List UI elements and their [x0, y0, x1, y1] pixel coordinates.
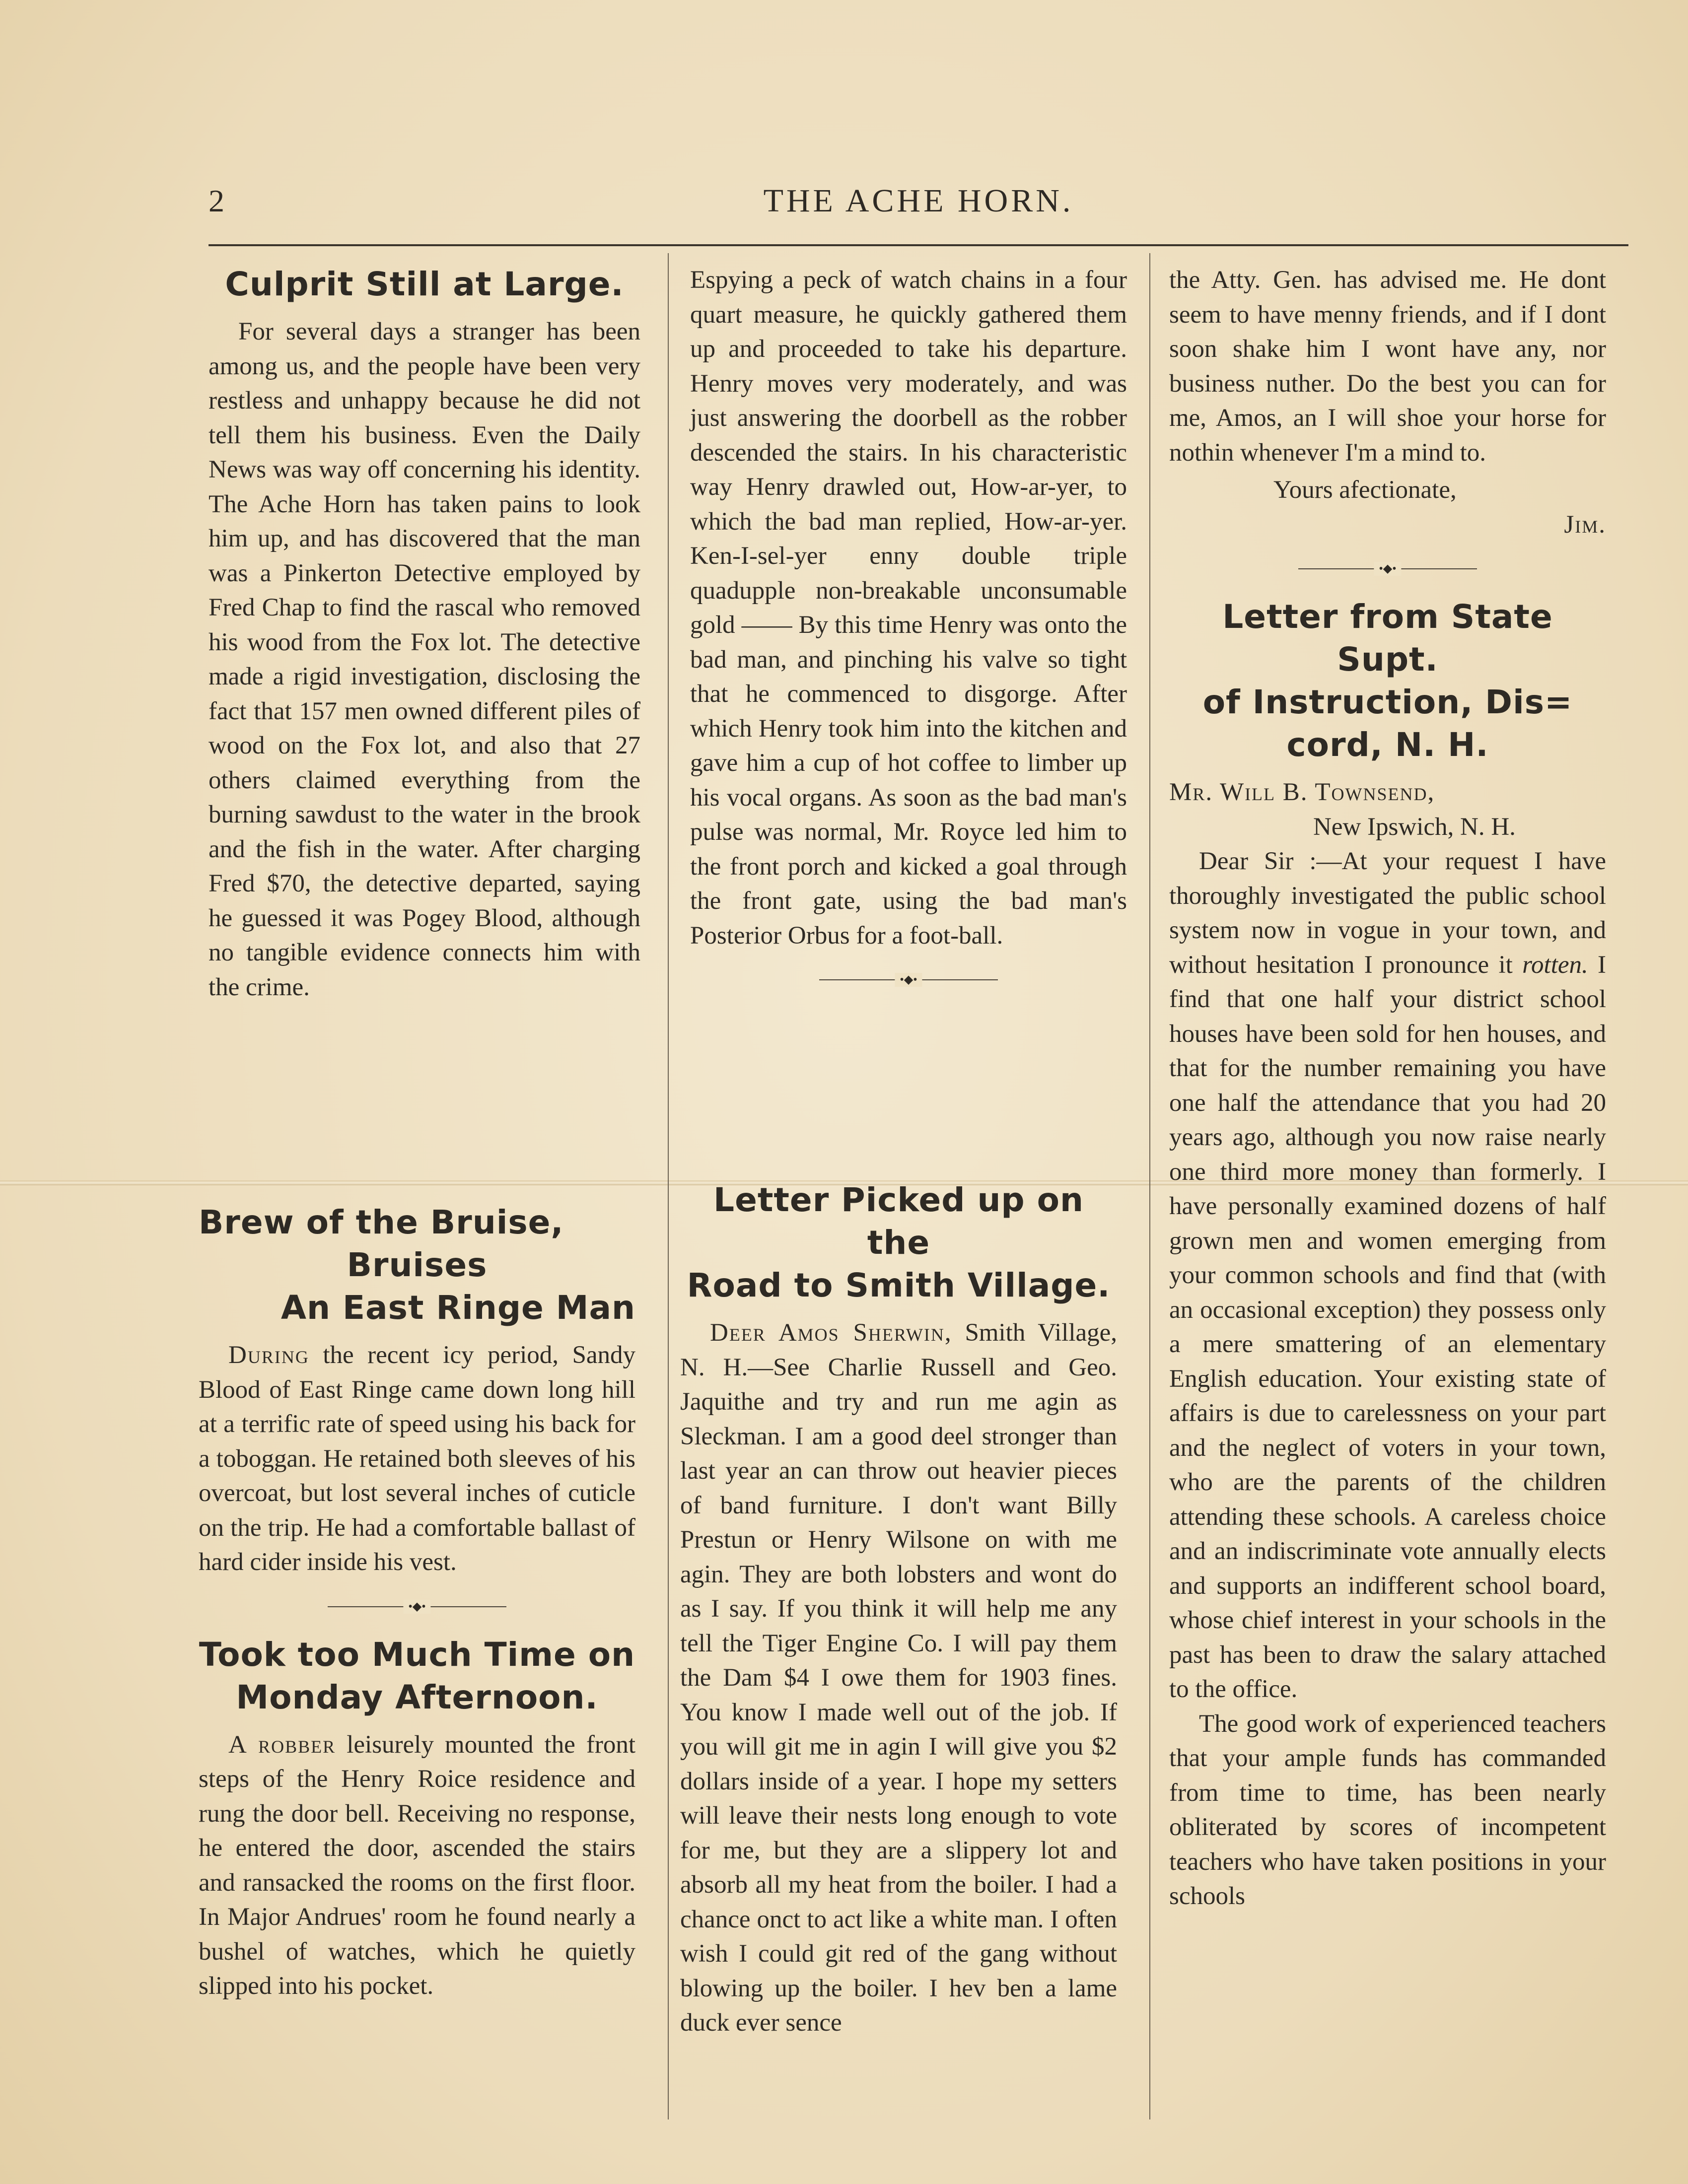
article-letter-smith-village-body: Deer Amos Sherwin, Smith Village, N. H.—See Charlie Russell and Geo. Jaquithe and try and run me agin as Sleckman. I am a good deel stronger than last year an can throw out heavier pieces of band furniture. I don't want Billy Prestun or Henry Wilsone on with me agin. They are both lobsters and wont do as I say. If you think it will help me any tell the Tiger Engine Co. I will pay them the Dam $4 I owe them for 1903 fines. You know I made well out of the job. If you will git me in agin I will give you $2 dollars inside of a year. I hope my setters will leave their nests long enough to vote for me, but they are a slippery lot and absorb all my heat from the boiler. I had a chance onct to act like a white man. I often wish I could git red of the gang without blowing up the boiler. I hev ben a lame duck ever sence — [680, 1319, 1118, 2037]
article-robber-body: A robber leisurely mounted the front steps of the Henry Roice residence and rung the door bell. Receiving no response, he entered the door, ascended the stairs and ransacked the rooms on the first floor. In Major Andrues' room he found nearly a bushel of watches, which he quietly slipped into his pocket. — [199, 1730, 636, 2000]
letter-address: New Ipswich, N. H. — [1313, 813, 1516, 841]
letter-closing: Yours afectionate, — [1273, 476, 1457, 504]
letter-supt-body-2: The good work of experienced teachers that your ample funds has commanded from time to time, has been nearly obliterated by scores of incompetent teachers who have taken positions in your schools — [1169, 1709, 1606, 1910]
column-3-top — [1169, 263, 1606, 1914]
headline-letter-picked-up: Letter Picked up on the Road to Smith Village. — [687, 1181, 1111, 1304]
column-1-top — [209, 263, 640, 1005]
letter-signature: Jim. — [1564, 510, 1606, 539]
headline-took-too-much-time: Took too Much Time on Monday Afternoon. — [199, 1635, 635, 1716]
column-2-bottom — [680, 1179, 1117, 2041]
section-separator: •◆• — [819, 975, 998, 985]
headline-culprit: Culprit Still at Large. — [225, 265, 624, 303]
article-brew-body: During the recent icy period, Sandy Blood of East Ringe came down long hill at a terrific rate of speed using his back for a toboggan. He retained both sleeves of his overcoat, but lost several inches of cuticle on the trip. He had a comfortable ballast of hard cider inside his vest. — [199, 1341, 636, 1576]
page-header — [209, 176, 1628, 236]
column-divider-2 — [1149, 253, 1150, 2119]
letter-supt-body: Dear Sir :—At your request I have thoroughly investigated the public school system now in vogue in your town, and without hesitation I pronounce it rotten. I find that one half your district school houses have been sold for hen houses, and that for the number remaining you have one half the attendance that you had 20 years ago, although you now raise nearly one third more money than formerly. I have personally examined dozens of half grown men and women emerging from your common schools and find that (with an occasional exception) they possess only a mere smattering of an elementary English education. Your existing state of affairs is due to carelessness on your part and the neglect of voters in your town, who are the parents of the children attending these schools. A careless choice and an indiscriminate vote annually elects and supports an indifferent school board, whose chief interest in your schools in the past has been to draw the salary attached to the office. — [1169, 847, 1607, 1703]
column-1-bottom — [199, 1201, 635, 2004]
column-divider-1 — [668, 253, 669, 2119]
headline-brew-of-the-bruise: Brew of the Bruise, Bruises An East Ringe Man — [199, 1203, 635, 1327]
column-2-top — [690, 263, 1127, 1007]
masthead-title: THE ACHE HORN. — [763, 183, 1074, 219]
article-culprit-body: For several days a stranger has been among us, and the people have been very restless and unhappy because he did not tell them his business. Even the Daily News was way off concerning his identity. The Ache Horn has taken pains to look him up, and has discovered that the man was a Pinkerton Detective employed by Fred Chap to find the rascal who removed his wood from the Fox lot. The detective made a rigid investigation, disclosing the fact that 157 men owned different piles of wood on the Fox lot, and also that 27 others claimed everything from the burning sawdust to the water in the brook and the fish in the water. After charging Fred $70, the detective departed, saying he guessed it was Pogey Blood, although no tangible evidence connects him with the crime. — [209, 318, 640, 1001]
section-separator: •◆• — [1298, 564, 1477, 574]
letter-addressee: Mr. Will B. Townsend, — [1169, 778, 1435, 806]
header-rule — [209, 244, 1628, 246]
section-separator: •◆• — [328, 1602, 506, 1612]
headline-letter-state-supt: Letter from State Supt. of Instruction, Dis= cord, N. H. — [1202, 598, 1573, 764]
page-number: 2 — [209, 183, 224, 218]
letter-continued-body: the Atty. Gen. has advised me. He dont seem to have menny friends, and if I dont soon shake him I wont have any, nor business nuther. Do the best you can for me, Amos, an I will shoe your horse for nothin whenever I'm a mind to. — [1169, 266, 1606, 467]
article-robber-continued: Espying a peck of watch chains in a four quart measure, he quickly gathered them up and proceeded to take his departure. Henry moves very moderately, and was just answering the doorbell as the robber descended the stairs. In his characteristic way Henry drawled out, How-ar-yer, to which the bad man replied, How-ar-yer. Ken-I-sel-yer enny double triple quadupple non-breakable unconsumable gold —— By this time Henry was onto the bad man, and pinching his valve so tight that he commenced to disgorge. After which Henry took him into the kitchen and gave him a cup of hot coffee to limber up his vocal organs. As soon as the bad man's pulse was normal, Mr. Royce led him to the front porch and kicked a goal through the front gate, using the bad man's Posterior Orbus for a foot-ball. — [690, 266, 1127, 950]
